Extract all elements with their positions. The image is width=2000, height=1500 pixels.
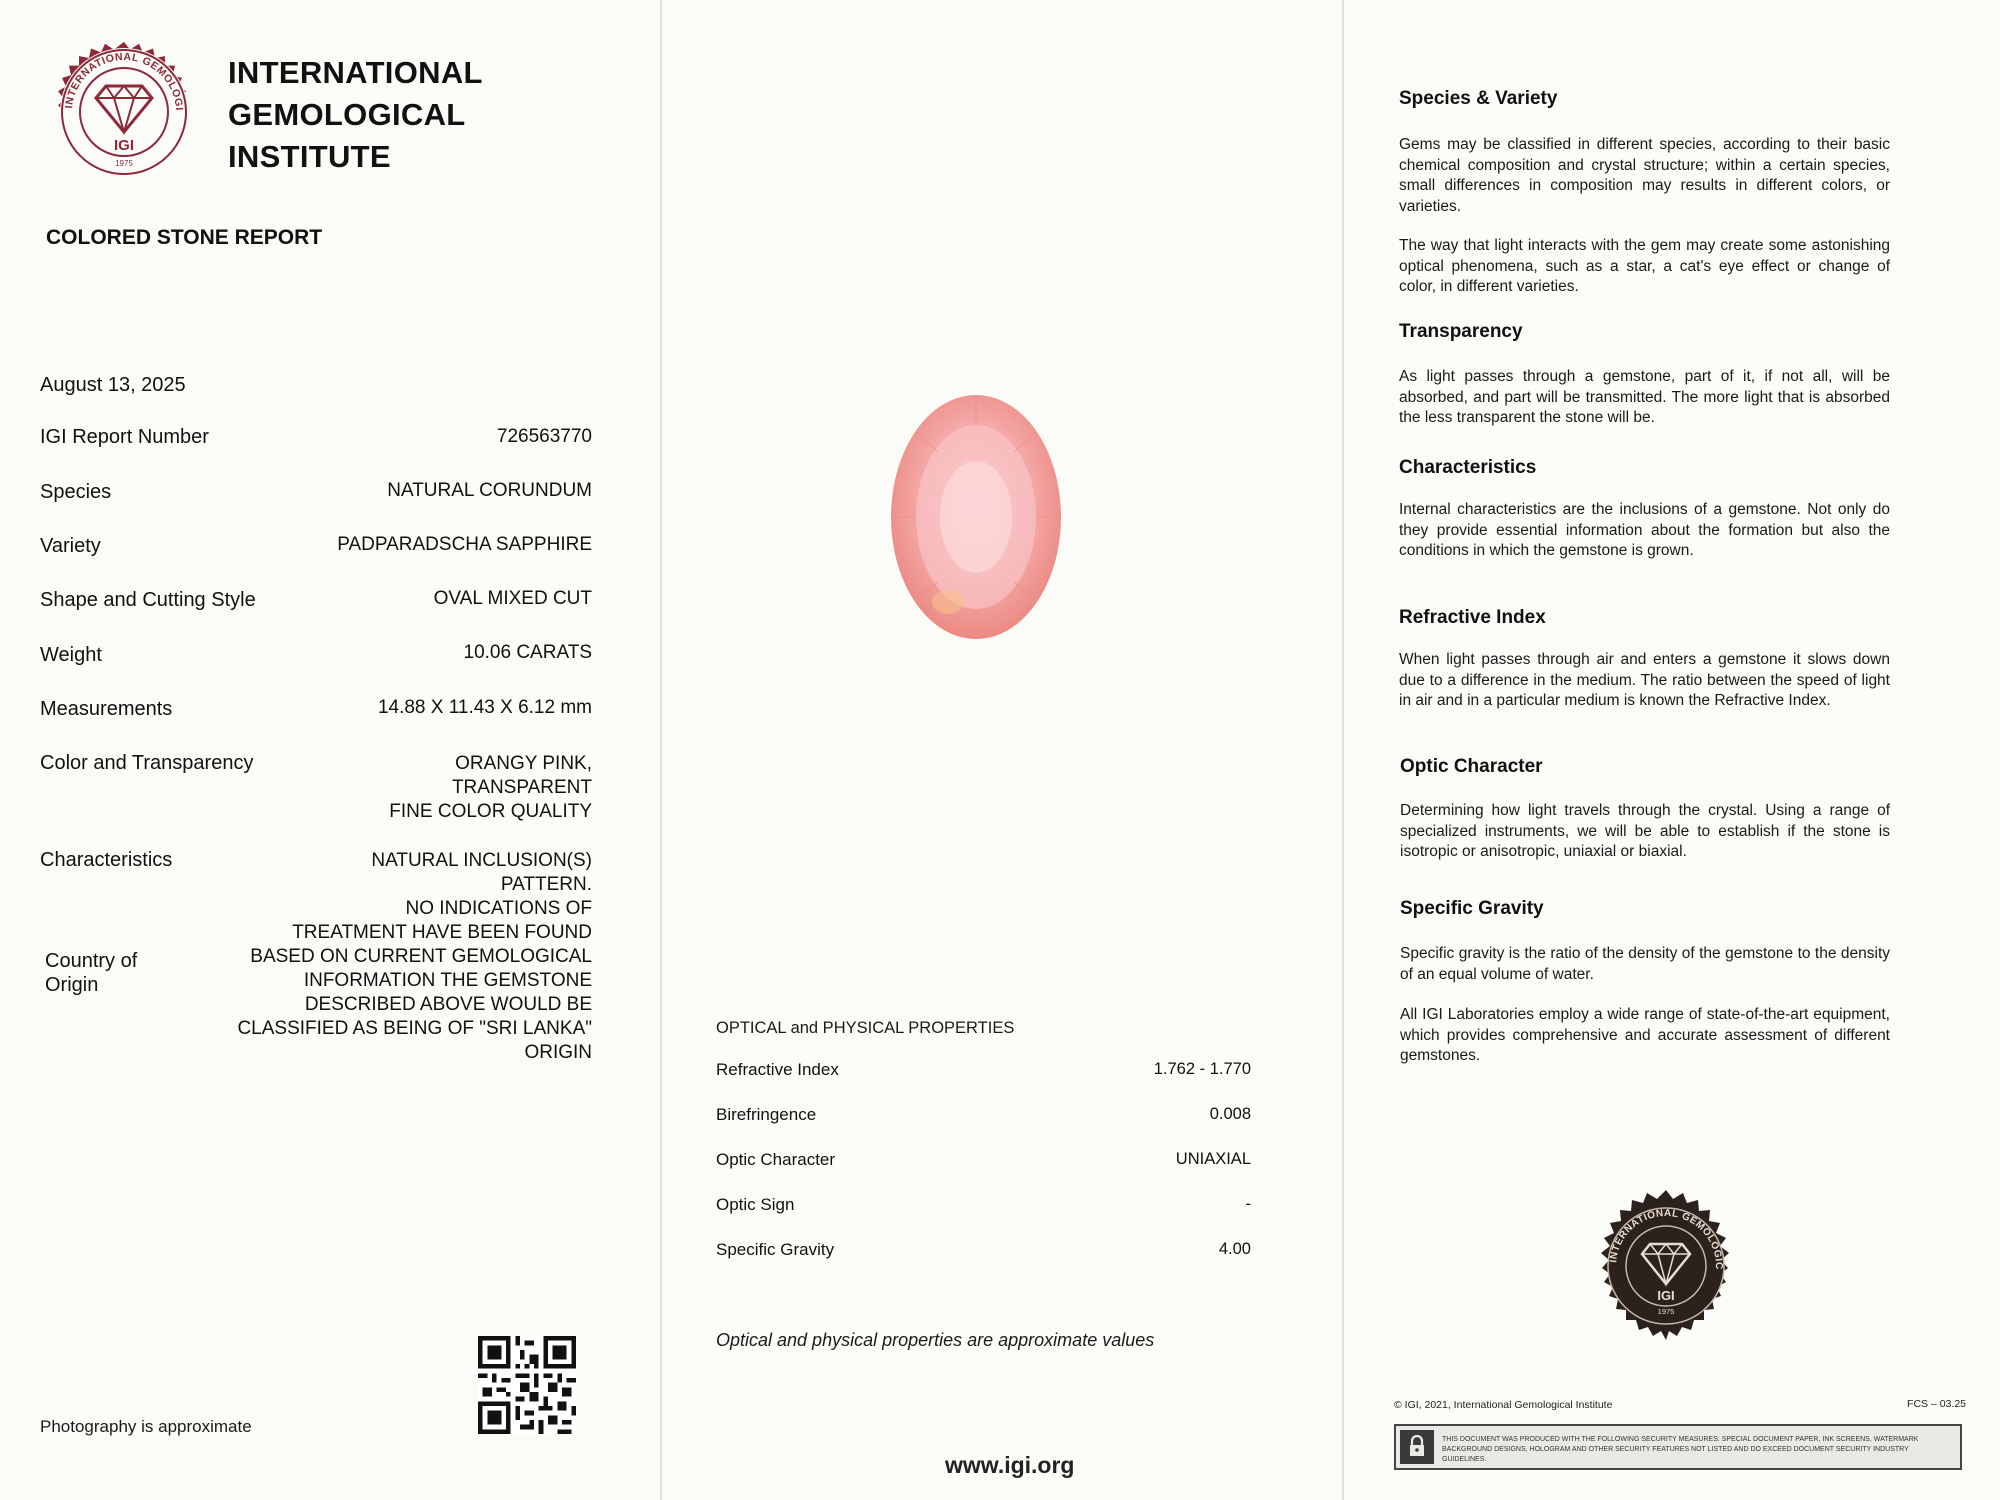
section-heading-transparency: Transparency	[1399, 321, 1523, 342]
section-body-characteristics: Internal characteristics are the inclusions of a gemstone. Not only do they provide essential information about the formation but also the conditions in which the gemstone is grown.	[1399, 501, 1890, 559]
detail-value-report-number: 726563770	[496, 426, 592, 447]
detail-label-species: Species	[40, 481, 112, 503]
qr-code[interactable]	[478, 1336, 576, 1434]
characteristics-line: PATTERN.	[500, 874, 592, 895]
origin-line: DESCRIBED ABOVE WOULD BE	[304, 994, 592, 1015]
svg-text:1975: 1975	[115, 159, 133, 168]
form-code: FCS – 03.25	[1907, 1398, 1966, 1410]
section-body-refractive-index: When light passes through air and enters a gemstone it slows down due to a difference in the medium. The ratio between the speed of light in air and in a particular medium is known the Refractive Index.	[1399, 651, 1890, 709]
detail-label-color: Color and Transparency	[40, 752, 254, 774]
section-heading-optic-character: Optic Character	[1400, 756, 1543, 777]
section-body-species-variety-1: Gems may be classified in different species, according to their basic chemical composition and crystal structure; within a certain species, small differences in composition may results in different colors, or varieties.	[1399, 136, 1890, 215]
color-line: ORANGY PINK,	[455, 753, 592, 774]
detail-value-species: NATURAL CORUNDUM	[387, 480, 592, 501]
detail-label-weight: Weight	[40, 644, 102, 666]
section-heading-refractive-index: Refractive Index	[1399, 607, 1546, 628]
detail-label-measurements: Measurements	[40, 698, 173, 720]
svg-text:IGI: IGI	[113, 137, 135, 154]
detail-label-characteristics: Characteristics	[40, 849, 173, 871]
optical-label-specific-gravity: Specific Gravity	[716, 1240, 835, 1259]
detail-label-variety: Variety	[40, 535, 101, 557]
svg-text:INTERNATIONAL GEMOLOGICAL INST: INTERNATIONAL GEMOLOGI	[63, 50, 186, 112]
section-body-transparency: As light passes through a gemstone, part of it, if not all, will be absorbed, and part will be transmitted. The more light that is absorbed the less transparent the stone will be.	[1399, 368, 1890, 426]
optical-label-optic-sign: Optic Sign	[716, 1195, 795, 1214]
svg-text:INTERNATIONAL GEMOLOGICAL INST: INTERNATIONAL GEMOLOGIC	[1608, 1207, 1725, 1270]
origin-label-line: Country of	[45, 950, 138, 972]
optical-value-optic-character: UNIAXIAL	[1175, 1150, 1251, 1168]
security-text: THIS DOCUMENT WAS PRODUCED WITH THE FOLLOWING SECURITY MEASURES: SPECIAL DOCUMENT PAPER, INK SCREENS, WATERMARK BACKGROUND DESIGNS, HOLOGRAM AND OTHER SECURITY FEATURES NOT LISTED AND DO EXCEED DOCUMENT SECURITY INDUSTRY GUIDELINES.	[1442, 1436, 1919, 1463]
section-heading-characteristics: Characteristics	[1399, 457, 1537, 478]
report-date: August 13, 2025	[40, 374, 186, 396]
origin-line: NO INDICATIONS OF	[405, 898, 592, 919]
detail-label-report-number: IGI Report Number	[40, 426, 209, 448]
color-line: TRANSPARENT	[451, 777, 592, 798]
detail-label-origin	[45, 949, 137, 997]
origin-line: TREATMENT HAVE BEEN FOUND	[292, 922, 592, 943]
website-link[interactable]: www.igi.org	[945, 1452, 1075, 1478]
optical-value-refractive-index: 1.762 - 1.770	[1153, 1060, 1251, 1078]
svg-text:IGI: IGI	[1657, 1288, 1675, 1303]
copyright-notice: © IGI, 2021, International Gemological Institute	[1394, 1399, 1613, 1411]
gemstone-photo	[888, 392, 1064, 642]
detail-value-characteristics	[371, 849, 592, 897]
characteristics-line: NATURAL INCLUSION(S)	[371, 850, 592, 871]
section-heading-specific-gravity: Specific Gravity	[1400, 898, 1544, 919]
detail-value-measurements: 14.88 X 11.43 X 6.12 mm	[377, 697, 592, 718]
svg-text:1975: 1975	[1657, 1307, 1675, 1316]
detail-value-origin	[237, 897, 592, 1065]
optical-note: Optical and physical properties are approximate values	[716, 1330, 1155, 1350]
optical-value-optic-sign: -	[1245, 1195, 1251, 1213]
brand-line-3: INSTITUTE	[228, 139, 391, 174]
optical-label-birefringence: Birefringence	[716, 1105, 817, 1124]
section-body-specific-gravity-1: Specific gravity is the ratio of the density of the gemstone to the density of an equal volume of water.	[1400, 945, 1890, 983]
report-title: COLORED STONE REPORT	[46, 226, 323, 249]
section-body-specific-gravity-2: All IGI Laboratories employ a wide range of state-of-the-art equipment, which provides comprehensive and accurate assessment of different gemstones.	[1400, 1006, 1890, 1064]
origin-line: BASED ON CURRENT GEMOLOGICAL	[250, 946, 592, 967]
detail-label-shape: Shape and Cutting Style	[40, 589, 256, 611]
origin-line: CLASSIFIED AS BEING OF "SRI LANKA"	[237, 1018, 592, 1039]
security-box	[1394, 1424, 1962, 1470]
brand-name	[228, 52, 483, 178]
igi-logo-seal	[44, 32, 204, 192]
detail-value-shape: OVAL MIXED CUT	[433, 588, 592, 609]
optical-label-refractive-index: Refractive Index	[716, 1060, 839, 1079]
detail-value-weight: 10.06 CARATS	[463, 642, 592, 663]
optical-title: OPTICAL and PHYSICAL PROPERTIES	[716, 1019, 1015, 1037]
origin-line: ORIGIN	[524, 1042, 592, 1063]
brand-line-1: INTERNATIONAL	[228, 55, 483, 90]
origin-line: INFORMATION THE GEMSTONE	[303, 970, 592, 991]
panel-divider-left	[660, 0, 662, 1500]
brand-line-2: GEMOLOGICAL	[228, 97, 466, 132]
optical-value-birefringence: 0.008	[1209, 1105, 1251, 1123]
origin-label-line: Origin	[45, 974, 99, 996]
optical-label-optic-character: Optic Character	[716, 1150, 836, 1169]
section-heading-species-variety: Species & Variety	[1399, 88, 1558, 109]
section-body-species-variety-2: The way that light interacts with the gem may create some astonishing optical phenomena, such as a star, a cat's eye effect or change of color, in different varieties.	[1399, 237, 1890, 295]
color-line: FINE COLOR QUALITY	[389, 801, 592, 822]
optical-value-specific-gravity: 4.00	[1218, 1240, 1251, 1258]
detail-value-variety: PADPARADSCHA SAPPHIRE	[337, 534, 592, 555]
detail-value-color	[389, 752, 592, 824]
igi-seal-stamp	[1584, 1184, 1748, 1348]
photography-note: Photography is approximate	[40, 1417, 252, 1436]
lock-icon	[1400, 1430, 1434, 1464]
section-body-optic-character: Determining how light travels through the crystal. Using a range of specialized instruments, we will be able to establish if the stone is isotropic or anisotropic, uniaxial or biaxial.	[1400, 802, 1890, 860]
panel-divider-right	[1342, 0, 1344, 1500]
